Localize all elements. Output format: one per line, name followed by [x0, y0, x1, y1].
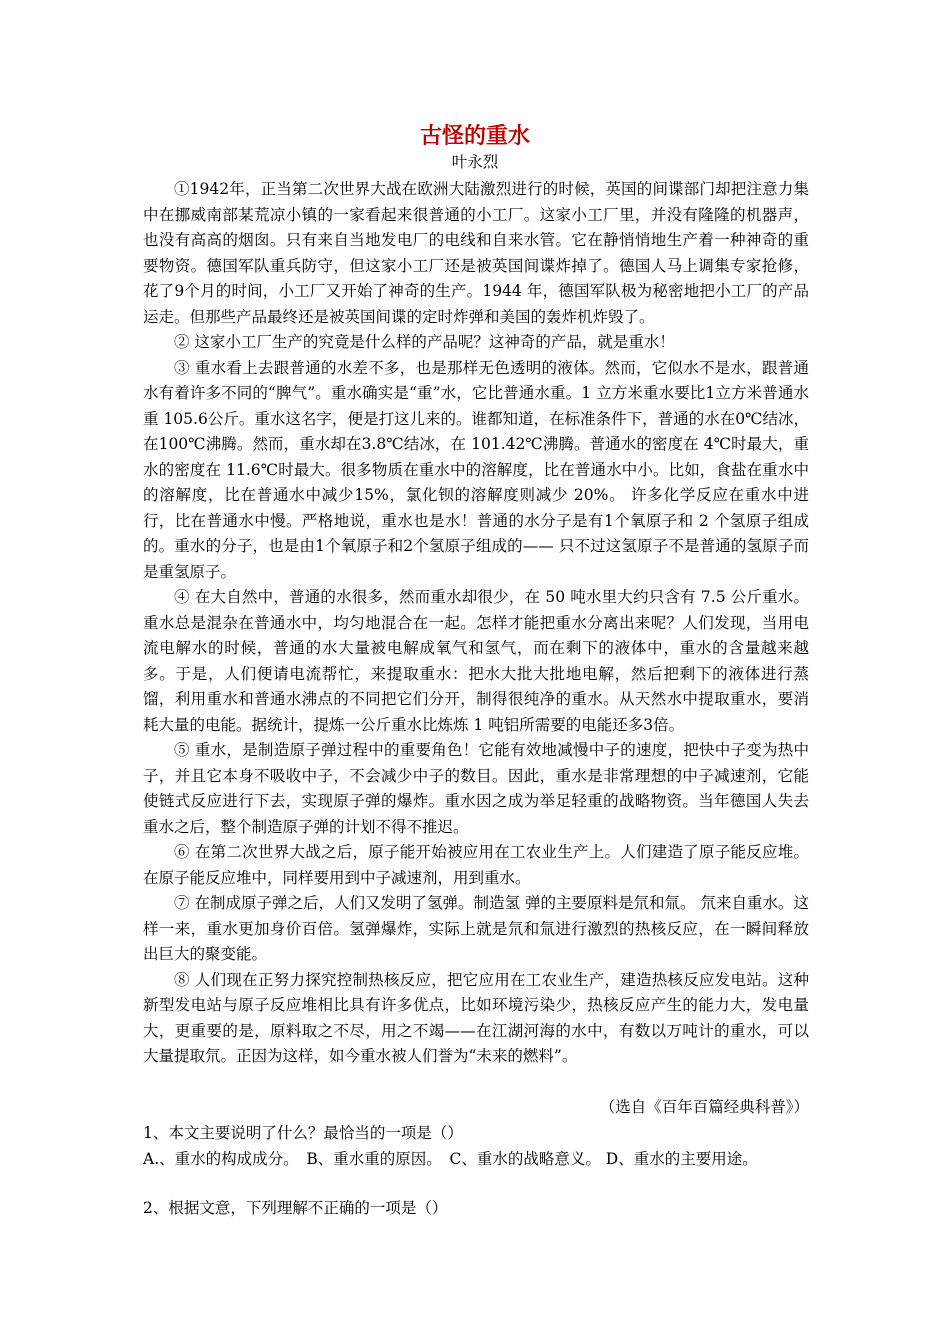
- paragraph-6: ⑥ 在第二次世界大战之后，原子能开始被应用在工农业生产上。人们建造了原子能反应堆。在原子能反应堆中，同样要用到中子减速剂，用到重水。: [143, 843, 809, 887]
- paragraph-2: ② 这家小工厂生产的究竟是什么样的产品呢？这神奇的产品，就是重水！: [174, 333, 675, 351]
- paragraph-5: ⑤ 重水，是制造原子弹过程中的重要角色！它能有效地减慢中子的速度，把快中子变为热中子，并且它本身不吸收中子，不会减少中子的数目。因此，重水是非常理想的中子减速剂，它能使链式反应进行下去，实现原子弹的爆炸。重水因之成为举足轻重的战略物资。当年德国人失去重水之后，整个制造原子弹的计划不得不推迟。: [143, 741, 809, 836]
- paragraph-7: ⑦ 在制成原子弹之后，人们又发明了氢弹。制造氢 弹的主要原料是氘和氚。 氘来自重水。这样一来，重水更加身价百倍。氢弹爆炸，实际上就是氘和氚进行激烈的热核反应，在一瞬间释放出巨大的聚变能。: [143, 894, 809, 963]
- question-1-options: A.、重水的构成成分。 B、重水重的原因。 C、重水的战略意义。 D、重水的主要用途。: [143, 1150, 758, 1168]
- paragraph-1: ①1942年，正当第二次世界大战在欧洲大陆激烈进行的时候，英国的间谍部门却把注意力集中在挪威南部某荒凉小镇的一家看起来很普通的小工厂。这家小工厂里，并没有隆隆的机器声，也没有高高的烟囱。只有来自当地发电厂的电线和自来水管。它在静悄悄地生产着一种神奇的重要物资。德国军队重兵防守，但这家小工厂还是被英国间谍炸掉了。德国人马上调集专家抢修，花了9个月的时间，小工厂又开始了神奇的生产。1944 年，德国军队极为秘密地把小工厂的产品运走。但那些产品最终还是被英国间谍的定时炸弹和美国的轰炸机炸毁了。: [143, 180, 809, 326]
- question-2: 2、根据文意，下列理解不正确的一项是（）: [143, 1199, 448, 1217]
- paragraph-8: ⑧ 人们现在正努力探究控制热核反应，把它应用在工农业生产，建造热核反应发电站。这种新型发电站与原子反应堆相比具有许多优点，比如环境污染少，热核反应产生的能力大，发电量大，更重要的是，原料取之不尽，用之不竭——在江湖河海的水中，有数以万吨计的重水，可以大量提取氘。正因为这样，如今重水被人们誉为“未来的燃料”。: [143, 970, 809, 1065]
- article-title: 古怪的重水: [419, 124, 530, 149]
- article-body: [143, 177, 809, 1070]
- question-1: 1、本文主要说明了什么？最恰当的一项是（）: [143, 1124, 463, 1142]
- paragraph-3: ③ 重水看上去跟普通的水差不多，也是那样无色透明的液体。然而，它似水不是水，跟普通水有着许多不同的“脾气”。重水确实是“重”水，它比普通水重。1 立方米重水要比1立方米普通水重 105.6公斤。重水这名字，便是打这儿来的。谁都知道，在标准条件下，普通的水在0℃结冰，在100℃沸腾。然而，重水却在3.8℃结冰，在 101.42℃沸腾。普通水的密度在 4℃时最大，重水的密度在 11.6℃时最大。很多物质在重水中的溶解度，比在普通水中小。比如，食盐在重水中的溶解度，比在普通水中减少15%，氯化钡的溶解度则减少 20%。 许多化学反应在重水中进行，比在普通水中慢。严格地说，重水也是水！普通的水分子是有1个氧原子和 2 个氢原子组成的。重水的分子，也是由1个氧原子和2个氢原子组成的—— 只不过这氢原子不是普通的氢原子而是重氢原子。: [143, 358, 809, 581]
- article-author: 叶永烈: [451, 153, 499, 171]
- paragraph-4: ④ 在大自然中，普通的水很多，然而重水却很少，在 50 吨水里大约只含有 7.5 公斤重水。重水总是混杂在普通水中，均匀地混合在一起。怎样才能把重水分离出来呢？人们发现，当用电流电解水的时候，普通的水大量被电解成氧气和氢气，而在剩下的液体中，重水的含量越来越多。于是，人们便请电流帮忙，来提取重水：把水大批大批地电解，然后把剩下的液体进行蒸馏，利用重水和普通水沸点的不同把它们分开，制得很纯净的重水。从天然水中提取重水，要消耗大量的电能。据统计，提炼一公斤重水比炼炼 1 吨铝所需要的电能还多3倍。: [143, 588, 809, 734]
- source-citation: （选自《百年百篇经典科普》）: [599, 1098, 809, 1116]
